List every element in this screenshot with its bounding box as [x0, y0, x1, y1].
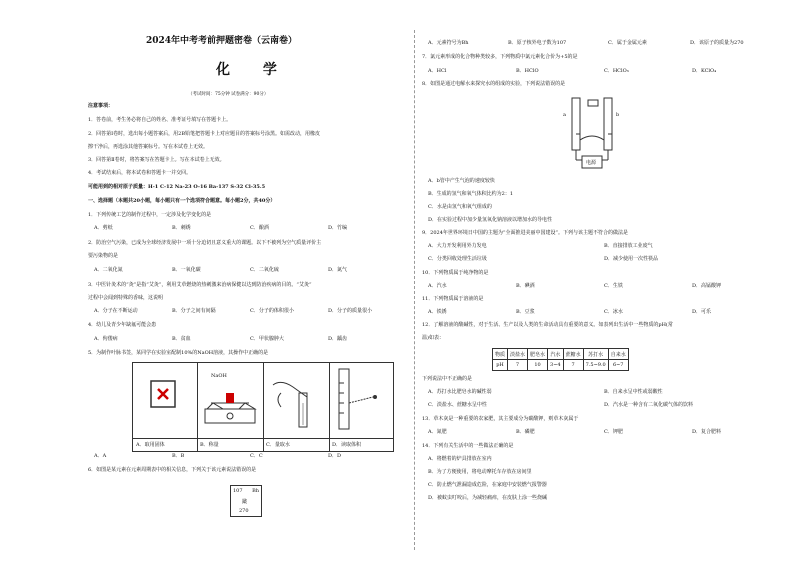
column-divider — [414, 30, 415, 550]
option: D．可乐 — [692, 309, 712, 315]
element-name: 𨨏 — [242, 499, 248, 505]
subject-title: 化 学 — [216, 62, 291, 78]
question-stem: 4．幼儿及青少年缺氟可能会患 — [88, 322, 157, 328]
option: C．分类回收处理生活垃圾 — [428, 256, 487, 262]
exam-info: （考试时间：75分钟 试卷满分：90分） — [188, 92, 269, 97]
question-stem: 过程中会闻到特殊的香味，这说明 — [88, 295, 164, 301]
figure-caption: A．取用固体 — [133, 438, 197, 451]
option: A．铁锈 — [428, 309, 447, 315]
question-stem: 9．2024年世界环境日中国的主题为“全面推进美丽中国建设”。下列与该主题不符合的做法是 — [422, 230, 629, 236]
q5-figure — [132, 362, 394, 452]
table-cell: 3~4 — [548, 360, 564, 371]
note-item: 2．回答第Ⅰ卷时，选出每小题答案后，用2B铅笔把答题卡上对应题目的答案标号涂黑。如需改动，用橡皮 — [88, 131, 321, 137]
naoh-label: NaOH — [211, 373, 227, 379]
question-stem: 1．下列传统工艺的制作过程中，一定涉及化学变化的是 — [88, 212, 212, 218]
option: B．自来水呈中性或弱酸性 — [604, 389, 663, 395]
question-stem: 要污染物的是 — [88, 253, 119, 259]
question-stem: 3．中医针灸术的“灸”是指“艾灸”，利用艾草燃烧的热刺激来治病保健以达到防治疾病的目的。“艾灸” — [88, 282, 312, 288]
option: B．磷肥 — [516, 429, 535, 435]
option: A．苏打水比肥皂水的碱性弱 — [428, 389, 492, 395]
electrolysis-apparatus-icon — [552, 94, 642, 176]
question-stem: 8．如图是通过电解水来探究水的组成的实验，下列说法错误的是 — [422, 81, 566, 87]
option: D．汽水是一种含有二氧化碳气体的饮料 — [604, 402, 694, 408]
option: B．原子核外电子数为107 — [508, 40, 567, 46]
option: D．被蚊虫叮咬后，为减轻痛痒，在皮肤上涂一些烧碱 — [428, 495, 548, 501]
option: D．KClO₄ — [692, 68, 717, 74]
table-cell: 10 — [528, 360, 548, 371]
option: C．钾肥 — [604, 429, 623, 435]
tube-a-label: a — [563, 112, 566, 118]
option: B．豆浆 — [516, 309, 535, 315]
option: D．竹编 — [328, 225, 348, 231]
question-stem: 13．草木灰是一种重要的农家肥，其主要成分为碳酸钾，则草木灰属于 — [422, 416, 579, 422]
option: A．剪纸 — [94, 225, 113, 231]
question-stem: 温)如表： — [422, 335, 444, 341]
question-stem: 11．下列物质属于溶液的是 — [422, 296, 484, 302]
option: D．高锰酸钾 — [692, 283, 722, 289]
option: C．水是由氢气和氧气组成的 — [428, 204, 492, 210]
question-followup: 下列说法中不正确的是 — [422, 376, 473, 382]
option: B．贫血 — [172, 336, 191, 342]
periodic-table-cell — [230, 485, 262, 517]
option: C．防止燃气泄漏造成危险，在家庭中安装燃气报警器 — [428, 482, 547, 488]
option: A．汽水 — [428, 283, 447, 289]
atomic-mass: 270 — [239, 508, 249, 514]
atomic-number: 107 — [233, 488, 243, 494]
exam-title: 2024年中考考前押题密卷（云南卷） — [146, 36, 298, 46]
figure-cell-a — [133, 363, 198, 451]
tube-b-label: b — [616, 112, 620, 118]
power-label: 电源 — [586, 160, 597, 166]
option: A．二氧化氮 — [94, 267, 123, 273]
note-item: 擦干净后，再选涂其他答案标号。写在本试卷上无效。 — [88, 144, 209, 150]
option: D．该原子的质量为270 — [690, 40, 744, 46]
section-heading: 一、选择题（本题共20小题，每小题只有一个选项符合题意。每小题2分，共40分） — [88, 198, 276, 204]
question-stem: 6．如图是某元素在元素周期表中的相关信息，下列关于该元素说法错误的是 — [88, 467, 257, 473]
option: A．b管中产生气泡的速度较快 — [428, 178, 495, 184]
note-item: 3．回答第Ⅱ卷时，将答案写在答题卡上。写在本试卷上无效。 — [88, 157, 225, 163]
table-row — [493, 360, 629, 371]
balance-icon — [197, 363, 263, 437]
option: C．酿酒 — [250, 225, 269, 231]
option: D．D — [328, 453, 342, 459]
option: A．将燃着的炉具排放在室内 — [428, 456, 492, 462]
option: B．B — [172, 453, 185, 459]
table-header: 肥皂水 — [528, 349, 548, 360]
table-cell: 7 — [563, 360, 583, 371]
option: C．分子的体积很小 — [250, 308, 294, 314]
option: C．淡盐水、蔗糖水呈中性 — [428, 402, 487, 408]
option: D．龋齿 — [328, 336, 348, 342]
option: C．属于金属元素 — [608, 40, 647, 46]
figure-cell-c — [263, 363, 330, 451]
pouring-water-icon — [263, 363, 329, 437]
option: C．HClO₃ — [604, 68, 629, 74]
atomic-masses: 可能用到的相对原子质量：H-1 C-12 Na-23 O-16 Ba-137 S-32 Cl-35.5 — [88, 184, 266, 190]
wrong-operation-icon — [133, 363, 197, 437]
table-cell: 7 — [508, 360, 528, 371]
option: A．佝偻病 — [94, 336, 118, 342]
table-row — [493, 349, 629, 360]
note-item: 1．答卷前，考生务必将自己的姓名、准考证号填写在答题卡上。 — [88, 117, 232, 123]
option: B．直接排放工业废气 — [604, 243, 653, 249]
question-stem: 5．为制作叶脉书签，某同学在实验室配制10%的NaOH溶液，其操作中正确的是 — [88, 350, 269, 356]
option: A．元素符号为Bh — [428, 40, 469, 46]
ph-table — [492, 348, 629, 371]
option: D．分子的质量很小 — [328, 308, 373, 314]
option: D．复合肥料 — [692, 429, 722, 435]
question-stem: 12．了解溶液的酸碱性，对于生活、生产以及人类的生命活动具有重要的意义。如表列出生活中一些物质的pH(常 — [422, 322, 673, 328]
question-stem: 14．下列有关生活中的一些做法正确的是 — [422, 443, 514, 449]
figure-cell-d — [329, 363, 393, 451]
question-stem: 10．下列物质属于纯净物的是 — [422, 270, 489, 276]
notes-heading: 注意事项： — [88, 103, 114, 109]
option: A．大力开发利用外力发电 — [428, 243, 487, 249]
option: B．为了方便使用，将电动摩托车存放在房间里 — [428, 469, 532, 475]
option: A．A — [94, 453, 107, 459]
figure-caption: C．量取水 — [263, 438, 329, 451]
measuring-cylinder-icon — [329, 363, 393, 437]
option: D．氮气 — [328, 267, 348, 273]
figure-cell-b — [197, 363, 264, 451]
option: B．一氧化碳 — [172, 267, 201, 273]
table-cell: pH — [493, 360, 508, 371]
note-item: 4．考试结束后，将本试卷和答题卡一并交回。 — [88, 170, 192, 176]
element-symbol: Bh — [252, 488, 259, 494]
option: C．C — [250, 453, 263, 459]
option: B．碘酒 — [516, 283, 535, 289]
option: D．减少使用一次性筷品 — [604, 256, 659, 262]
table-header: 淡盐水 — [508, 349, 528, 360]
option: A．氮肥 — [428, 429, 447, 435]
option: C．冰水 — [604, 309, 623, 315]
table-header: 苏打水 — [583, 349, 608, 360]
question-stem: 7．氯元素形成的化合物种类较多，下列物质中氯元素化合价为+5的是 — [422, 54, 578, 60]
option: A．分子在不断运动 — [94, 308, 138, 314]
table-header: 物质 — [493, 349, 508, 360]
figure-caption: B．称量 — [197, 438, 263, 451]
option: B．HClO — [516, 68, 539, 74]
option: B．刺绣 — [172, 225, 191, 231]
table-cell: 6~7 — [608, 360, 628, 371]
question-stem: 2．防治空气污染，已成为全球经济发展中一项十分迫切且意义重大的课题。以下不被列为空气质量评价主 — [88, 240, 322, 246]
table-header: 蔗糖水 — [563, 349, 583, 360]
option: B．生成的氢气和氧气体积比约为2：1 — [428, 191, 514, 197]
option: D．在实验过程中加少量氢氧化钠溶液以增加水的导电性 — [428, 217, 553, 223]
table-header: 汽水 — [548, 349, 564, 360]
option: C．甲状腺肿大 — [250, 336, 284, 342]
option: C．二氧化硫 — [250, 267, 279, 273]
option: B．分子之间有间隔 — [172, 308, 216, 314]
option: A．HCl — [428, 68, 447, 74]
table-header: 自来水 — [608, 349, 628, 360]
table-cell: 7.5~9.0 — [583, 360, 608, 371]
figure-caption: D．读取体积 — [329, 438, 393, 451]
option: C．生铁 — [604, 283, 623, 289]
